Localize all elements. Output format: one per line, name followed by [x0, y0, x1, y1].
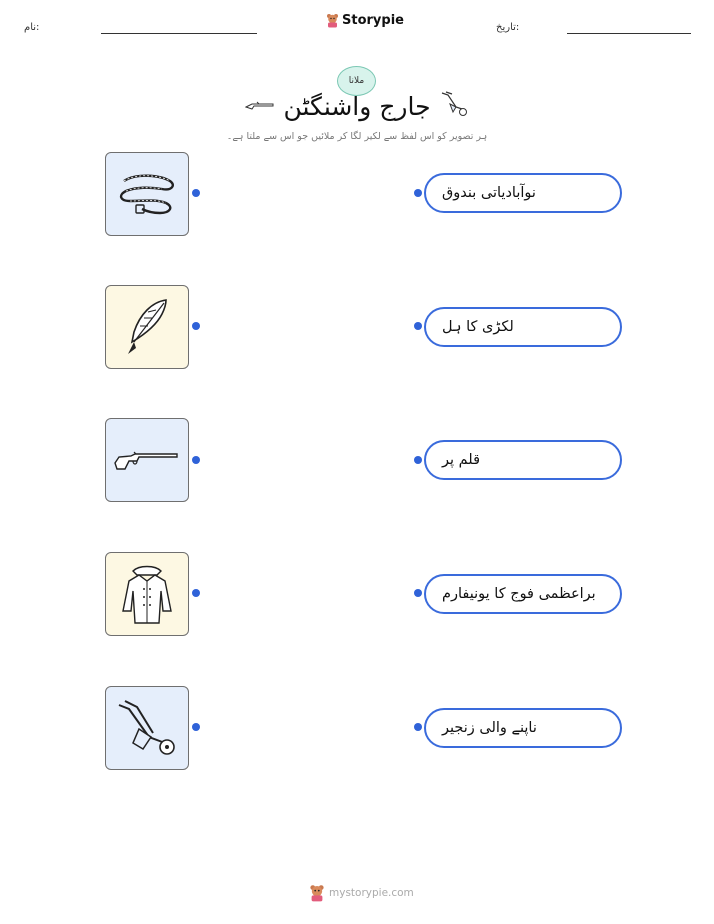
- measuring-chain-icon: [116, 169, 178, 219]
- word-pill[interactable]: براعظمی فوج کا یونیفارم: [424, 574, 622, 614]
- left-connector-dot[interactable]: [192, 189, 200, 197]
- date-label: تاریخ:: [496, 22, 520, 33]
- army-uniform-icon: [119, 561, 175, 627]
- right-connector-dot[interactable]: [414, 456, 422, 464]
- picture-card-musket[interactable]: [105, 418, 189, 502]
- left-connector-dot[interactable]: [192, 456, 200, 464]
- word-pill[interactable]: ناپنے والی زنجیر: [424, 708, 622, 748]
- level-badge: ملانا: [337, 66, 376, 96]
- right-connector-dot[interactable]: [414, 589, 422, 597]
- bear-mascot-icon: [326, 13, 339, 28]
- word-pill[interactable]: قلم پر: [424, 440, 622, 480]
- musket-icon: [113, 447, 181, 473]
- picture-card-measuring-chain[interactable]: [105, 152, 189, 236]
- plow-icon: [438, 90, 470, 120]
- left-connector-dot[interactable]: [192, 723, 200, 731]
- quill-pen-icon: [122, 296, 172, 358]
- picture-card-quill[interactable]: [105, 285, 189, 369]
- brand-name: Storypie: [342, 13, 404, 28]
- word-pill[interactable]: نوآبادیاتی بندوق: [424, 173, 622, 213]
- right-connector-dot[interactable]: [414, 723, 422, 731]
- bear-mascot-icon: [309, 884, 325, 902]
- word-pill[interactable]: لکڑی کا ہل: [424, 307, 622, 347]
- picture-card-plow[interactable]: [105, 686, 189, 770]
- name-line[interactable]: [101, 33, 257, 34]
- right-connector-dot[interactable]: [414, 189, 422, 197]
- left-connector-dot[interactable]: [192, 322, 200, 330]
- footer: [309, 884, 414, 902]
- name-label: نام:: [24, 22, 40, 33]
- date-line[interactable]: [567, 33, 691, 34]
- left-connector-dot[interactable]: [192, 589, 200, 597]
- right-connector-dot[interactable]: [414, 322, 422, 330]
- page-title: جارج واشنگٹن: [283, 92, 431, 121]
- picture-card-uniform[interactable]: [105, 552, 189, 636]
- brand-logo: [326, 13, 404, 28]
- instructions-text: ہر تصویر کو اس لفظ سے لکیر لگا کر ملائیں جو اس سے ملتا ہے۔: [226, 131, 488, 142]
- footer-url: mystorypie.com: [329, 887, 414, 899]
- plow-icon: [115, 697, 179, 759]
